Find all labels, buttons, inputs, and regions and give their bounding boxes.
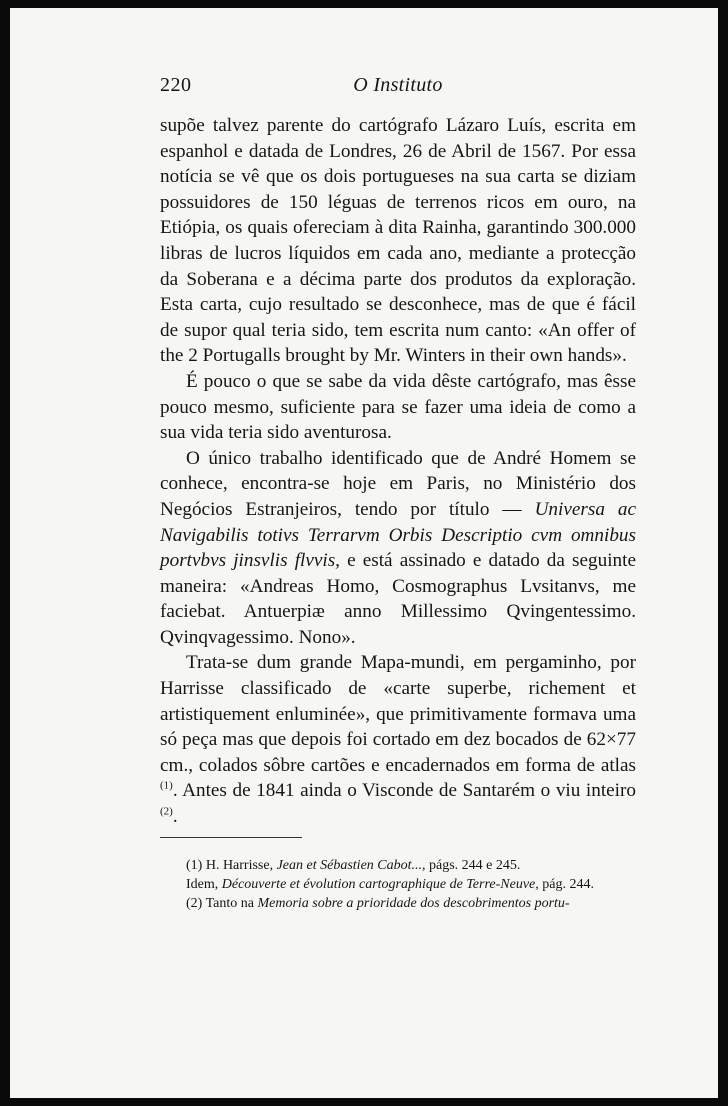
page-header	[160, 70, 636, 100]
paragraph-4-text-a: Trata-se dum grande Mapa-mundi, em pergaminho, por Harrisse classificado de «carte superbe, richement et artistiquement enluminée», que primitivamente formava uma só peça mas que depois foi cortado em dez bocados de 62×77 cm., colados sôbre cartões e encadernados em forma de atlas	[160, 652, 636, 776]
footnote-2	[160, 894, 636, 913]
footnote-2-mark: (2)	[186, 896, 203, 911]
footnote-1-title: Jean et Sébastien Cabot...	[276, 858, 423, 873]
page-number: 220	[160, 74, 192, 96]
map-title: Universa ac Navigabilis totivs Terrarvm Orbis Descriptio cvm omnibus portvbvs jinsvlis flvvis,	[160, 498, 636, 572]
paragraph-2: É pouco o que se sabe da vida dêste cartógrafo, mas êsse pouco mesmo, suficiente para se fazer uma ideia de como a sua vida teria sido aventurosa.	[160, 370, 636, 444]
footnote-2-text-a: Tanto na	[202, 896, 258, 911]
footnote-1-continued	[160, 875, 636, 894]
paragraph-3-text-c: e está assinado e datado da seguinte maneira: «Andreas Homo, Cosmographus Lvsitanvs, me faciebat. Antuerpiæ anno Millessimo Qvingentessimo. Qvinqvagessimo. Nono».	[160, 550, 636, 648]
paragraph-4-text-b: . Antes de 1841 ainda o Visconde de Santarém o viu inteiro	[172, 780, 636, 802]
paragraph-1: supõe talvez parente do cartógrafo Lázaro Luís, escrita em espanhol e datada de Londres, 26 de Abril de 1567. Por essa notícia se vê que os dois portugueses na sua carta se diziam possuidores de 150 léguas de terrenos ricos em ouro, na Etiópia, os quais ofereciam à dita Rainha, garantindo 300.000 libras de lucros líquidos em cada ano, mediante a protecção da Soberana e a décima parte dos produtos da exploração. Esta carta, cujo resultado se desconhece, mas de que é fácil de supor qual teria sido, tem escrita num canto: «An offer of the 2 Portugalls brought by Mr. Winters in their own hands».	[160, 115, 636, 367]
footnote-1-text-b: , págs. 244 e 245.	[422, 858, 521, 873]
paragraph-3	[160, 446, 636, 651]
paragraph-4	[160, 650, 636, 829]
document-page	[10, 8, 718, 1098]
footnote-1-mark: (1)	[186, 858, 203, 873]
footnote-ref-1[interactable]: (1)	[160, 780, 173, 793]
footnote-divider	[160, 837, 302, 838]
footnote-1-text-a: H. Harrisse,	[202, 858, 277, 873]
footnote-1	[160, 856, 636, 875]
paragraph-4-text-c: .	[172, 806, 178, 828]
footnote-2-title: Memoria sobre a prioridade dos descobrimentos portu-	[257, 896, 570, 911]
footnote-1b-title: Découverte et évolution cartographique de Terre-Neuve,	[221, 877, 539, 892]
footnotes	[160, 856, 636, 913]
footnote-ref-2[interactable]: (2)	[160, 805, 173, 818]
body-text	[160, 113, 636, 830]
paragraph-3-text-a: O único trabalho identificado que de André Homem se conhece, encontra-se hoje em Paris, no Ministério dos Negócios Estranjeiros, tendo por título —	[160, 447, 636, 520]
footnote-1b-text-b: pág. 244.	[538, 877, 594, 892]
footnote-1b-text-a: Idem,	[186, 877, 222, 892]
running-title: O Instituto	[353, 74, 443, 96]
